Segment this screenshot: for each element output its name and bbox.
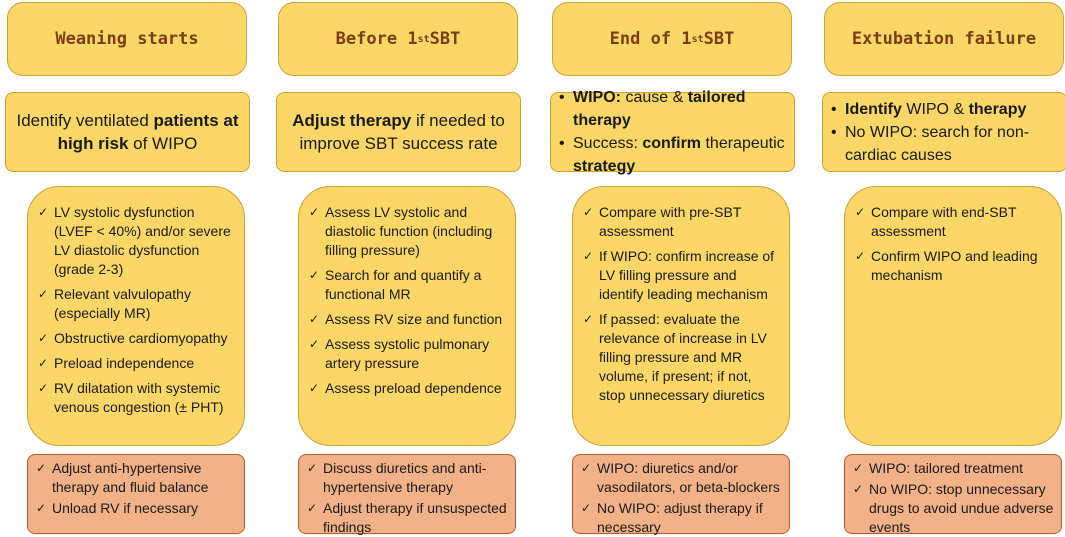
assessment-box — [572, 186, 790, 446]
check-item: ✓ WIPO: tailored treatment — [853, 460, 1024, 476]
check-icon: ✓ — [583, 312, 594, 326]
column-1 — [5, 0, 250, 537]
check-icon: ✓ — [855, 249, 866, 263]
check-icon: ✓ — [36, 501, 47, 515]
check-item: ✓ Obstructive cardiomyopathy — [38, 330, 228, 346]
check-item: ✓ Assess preload dependence — [309, 380, 502, 396]
check-icon: ✓ — [853, 482, 864, 496]
check-icon: ✓ — [855, 205, 866, 219]
check-item: ✓ Confirm WIPO and leading mechanism — [855, 248, 1038, 283]
check-item: ✓ Discuss diuretics and anti-hypertensive therapy — [307, 460, 487, 495]
check-icon: ✓ — [38, 331, 49, 345]
check-item: ✓ Compare with end-SBT assessment — [855, 204, 1017, 239]
stage-header: Weaning starts — [7, 2, 247, 76]
check-icon: ✓ — [309, 312, 320, 326]
check-item: ✓ Preload independence — [38, 355, 195, 371]
stage-goal: Identify ventilated patients at high risk of WIPO — [5, 92, 250, 172]
check-item: ✓ LV systolic dysfunction (LVEF < 40%) and/or severe LV diastolic dysfunction (grade 2-3) — [38, 204, 231, 277]
check-icon: ✓ — [309, 205, 320, 219]
check-item: ✓ No WIPO: stop unnecessary drugs to avoid undue adverse events — [853, 481, 1054, 535]
stage-goal: • WIPO: cause & tailored therapy • Success: confirm therapeutic strategy — [550, 92, 795, 172]
check-icon: ✓ — [309, 381, 320, 395]
check-item: ✓ Compare with pre-SBT assessment — [583, 204, 742, 239]
check-icon: ✓ — [583, 205, 594, 219]
check-item: ✓ No WIPO: adjust therapy if necessary — [581, 500, 763, 535]
check-item: ✓ RV dilatation with systemic venous congestion (± PHT) — [38, 380, 224, 415]
assessment-box — [27, 186, 245, 446]
check-icon: ✓ — [36, 461, 47, 475]
check-icon: ✓ — [38, 287, 49, 301]
check-item: ✓ If passed: evaluate the relevance of increase in LV filling pressure and MR volume, if present; if not, stop unnecessary diuretics — [583, 311, 767, 403]
action-box — [572, 454, 790, 534]
check-item: ✓ If WIPO: confirm increase of LV filling pressure and identify leading mechanism — [583, 248, 775, 302]
assessment-box — [844, 186, 1062, 446]
check-item: ✓ Adjust anti-hypertensive therapy and fluid balance — [36, 460, 209, 495]
check-icon: ✓ — [309, 337, 320, 351]
check-icon: ✓ — [307, 501, 318, 515]
column-3 — [550, 0, 795, 537]
check-icon: ✓ — [581, 461, 592, 475]
column-4 — [822, 0, 1065, 537]
check-icon: ✓ — [38, 381, 49, 395]
check-icon: ✓ — [38, 356, 49, 370]
check-item: ✓ Relevant valvulopathy (especially MR) — [38, 286, 191, 321]
action-box — [298, 454, 516, 534]
check-item: ✓ Assess systolic pulmonary artery pressure — [309, 336, 490, 371]
stage-goal: • Identify WIPO & therapy • No WIPO: search for non-cardiac causes — [822, 92, 1065, 172]
assessment-box — [298, 186, 516, 446]
stage-header: End of 1 st SBT — [552, 2, 792, 76]
check-item: ✓ Adjust therapy if unsuspected findings — [307, 500, 507, 535]
column-2 — [276, 0, 521, 537]
check-item: ✓ Unload RV if necessary — [36, 500, 199, 516]
check-icon: ✓ — [581, 501, 592, 515]
check-icon: ✓ — [38, 205, 49, 219]
check-item: ✓ Search for and quantify a functional MR — [309, 267, 482, 302]
check-item: ✓ Assess LV systolic and diastolic function (including filling pressure) — [309, 204, 493, 258]
check-icon: ✓ — [853, 461, 864, 475]
action-box — [844, 454, 1062, 534]
stage-header: Extubation failure — [824, 2, 1064, 76]
stage-goal: Adjust therapy if needed to improve SBT success rate — [276, 92, 521, 172]
stage-header: Before 1 st SBT — [278, 2, 518, 76]
check-icon: ✓ — [583, 249, 594, 263]
check-icon: ✓ — [307, 461, 318, 475]
action-box — [27, 454, 245, 534]
check-item: ✓ Assess RV size and function — [309, 311, 503, 327]
check-icon: ✓ — [309, 268, 320, 282]
check-item: ✓ WIPO: diuretics and/or vasodilators, or beta-blockers — [581, 460, 780, 495]
